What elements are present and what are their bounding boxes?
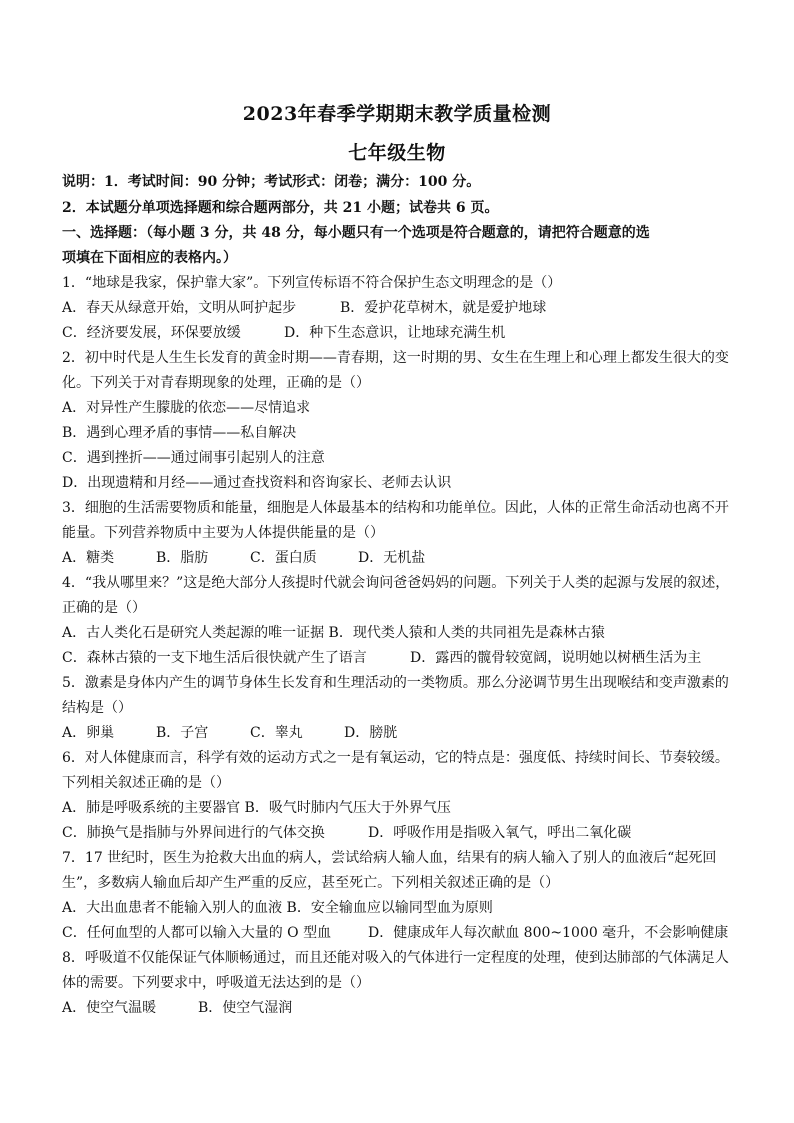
option-d: D．呼吸作用是指吸入氧气，呼出二氧化碳 <box>368 825 632 841</box>
question-7-options-row-1: A．大出血患者不能输入别人的血液 B．安全输血应以输同型血为原则 <box>62 900 493 916</box>
question-4-stem-line-1: 4．“我从哪里来？”这是绝大部分人孩提时代就会询问爸爸妈妈的问题。下列关于人类的起源与发展的叙述， <box>62 575 730 591</box>
option-a: A．春天从绿意开始，文明从呵护起步 <box>62 300 297 316</box>
instruction-line-1: 说明：1．考试时间：90 分钟；考试形式：闭卷；满分：100 分。 <box>62 174 481 190</box>
option-d: D．无机盐 <box>358 550 426 566</box>
exam-title: 2023年春季学期期末教学质量检测 <box>242 103 552 125</box>
question-7-options-row-2 <box>62 924 762 942</box>
option-a: A．卵巢 <box>62 725 115 741</box>
option-b: B．子宫 <box>156 725 209 741</box>
question-2-option-d: D．出现遗精和月经——通过查找资料和咨询家长、老师去认识 <box>62 475 452 491</box>
question-4-options-row-1: A．古人类化石是研究人类起源的唯一证据 B．现代类人猿和人类的共同祖先是森林古猿 <box>62 625 605 641</box>
option-a: A．使空气温暖 <box>62 1000 157 1016</box>
option-c: C．睾丸 <box>250 725 303 741</box>
question-7-stem-line-2: 生”，多数病人输血后却产生严重的反应，甚至死亡。下列相关叙述正确的是（） <box>62 875 560 891</box>
option-d: D．种下生态意识，让地球充满生机 <box>284 325 506 341</box>
question-3-options <box>62 549 762 567</box>
question-3-stem-line-1: 3．细胞的生活需要物质和能量，细胞是人体最基本的结构和功能单位。因此，人体的正常生命活动也离不开 <box>62 500 729 516</box>
question-2-stem-line-1: 2．初中时代是人生生长发育的黄金时期——青春期，这一时期的男、女生在生理上和心理上都发生很大的变 <box>62 350 729 366</box>
exam-subtitle: 七年级生物 <box>348 142 446 164</box>
option-d: D．健康成年人每次献血 800~1000 毫升，不会影响健康 <box>368 925 729 941</box>
option-b: B．脂肪 <box>156 550 209 566</box>
question-7-stem-line-1: 7．17 世纪时，医生为抢救大出血的病人，尝试给病人输人血，结果有的病人输入了别人的血液后“起死回 <box>62 850 717 866</box>
option-d: D．露西的髋骨较宽阔，说明她以树栖生活为主 <box>410 650 702 666</box>
question-2-option-a: A．对异性产生朦胧的依恋——尽情追求 <box>62 400 311 416</box>
question-6-options-row-2 <box>62 824 762 842</box>
question-5-options <box>62 724 762 742</box>
section-heading-line-2: 项填在下面相应的表格内。） <box>62 250 237 266</box>
question-2-option-b: B．遇到心理矛盾的事情——私自解决 <box>62 425 297 441</box>
section-heading-line-1: 一、选择题：（每小题 3 分，共 48 分，每小题只有一个选项是符合题意的，请把符合题意的选 <box>62 225 650 241</box>
question-6-options-row-1: A．肺是呼吸系统的主要器官 B．吸气时肺内气压大于外界气压 <box>62 800 451 816</box>
question-3-stem-line-2: 能量。下列营养物质中主要为人体提供能量的是（） <box>62 525 384 541</box>
option-b: B．使空气湿润 <box>198 1000 293 1016</box>
option-c: C．森林古猿的一支下地生活后很快就产生了语言 <box>62 650 367 666</box>
question-5-stem-line-2: 结构是（） <box>62 700 132 716</box>
question-2-stem-line-2: 化。下列关于对青春期现象的处理，正确的是（） <box>62 375 370 391</box>
question-8-stem-line-1: 8．呼吸道不仅能保证气体顺畅通过，而且还能对吸入的气体进行一定程度的处理，使到达肺部的气体满足人 <box>62 950 729 966</box>
option-c: C．任何血型的人都可以输入大量的 O 型血 <box>62 925 332 941</box>
question-6-stem-line-1: 6．对人体健康而言，科学有效的运动方式之一是有氧运动，它的特点是：强度低、持续时间长、节奏较缓。 <box>62 750 729 766</box>
question-1-stem: 1．“地球是我家，保护靠大家”。下列宣传标语不符合保护生态文明理念的是（） <box>62 275 562 291</box>
question-4-stem-line-2: 正确的是（） <box>62 600 146 616</box>
option-c: C．肺换气是指肺与外界间进行的气体交换 <box>62 825 325 841</box>
question-6-stem-line-2: 下列相关叙述正确的是（） <box>62 775 230 791</box>
question-2-option-c: C．遇到挫折——通过闹事引起别人的注意 <box>62 450 325 466</box>
option-b: B．爱护花草树木，就是爱护地球 <box>340 300 547 316</box>
instruction-line-2: 2．本试题分单项选择题和综合题两部分，共 21 小题；试卷共 6 页。 <box>62 200 499 216</box>
option-c: C．经济要发展，环保要放缓 <box>62 325 241 341</box>
question-1-options-row-1 <box>62 299 762 317</box>
question-5-stem-line-1: 5．激素是身体内产生的调节身体生长发育和生理活动的一类物质。那么分泌调节男生出现喉结和变声激素的 <box>62 675 729 691</box>
question-8-stem-line-2: 体的需要。下列要求中，呼吸道无法达到的是（） <box>62 975 370 991</box>
question-1-options-row-2 <box>62 324 762 342</box>
question-4-options-row-2 <box>62 649 762 667</box>
question-8-options <box>62 999 762 1017</box>
option-d: D．膀胱 <box>344 725 398 741</box>
option-c: C．蛋白质 <box>250 550 317 566</box>
option-a: A．糖类 <box>62 550 115 566</box>
